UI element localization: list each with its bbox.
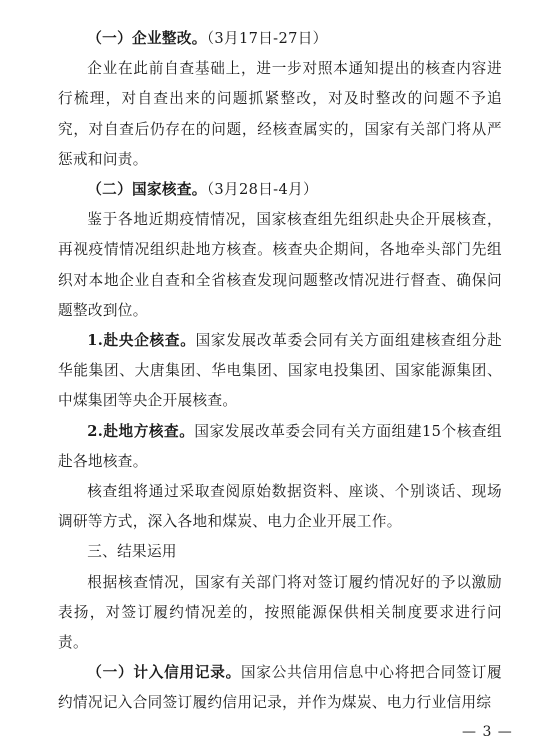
heading-date-range: （3月28日-4月） [206,181,318,199]
heading-lead: （二）国家核查。 [87,181,207,199]
heading-date-range: （3月17日-27日） [206,30,328,47]
item-local-verification [58,417,502,477]
item-lead: （一）计入信用记录。 [87,664,241,682]
paragraph-text: 鉴于各地近期疫情情况，国家核查组先组织赴央企开展核查，再视疫情情况组织赴地方核查。核查央企期间，各地牵头部门先组织对本地企业自查和全省核查发现问题整改情况进行督查、确保问题整改到位。 [58,211,502,319]
paragraph-national-verification [58,205,502,326]
paragraph-verification-methods [58,477,502,537]
item-text: 国家公共信用信息中心将把合同签订履约情况记入合同签订履约信用记录，并作为煤炭、电力行业信用综 [58,664,502,712]
section-heading-national-verification [58,175,502,205]
item-text: 国家发展改革委会同有关方面组建15个核查组赴各地核查。 [58,422,502,470]
heading-text: 三、结果运用 [87,543,177,561]
paragraph-enterprise-rectification [58,54,502,175]
paragraph-text: 核查组将通过采取查阅原始数据资料、座谈、个别谈话、现场调研等方式，深入各地和煤炭、电力企业开展工作。 [58,483,502,531]
paragraph-results-application [58,568,502,659]
paragraph-text: 企业在此前自查基础上，进一步对照本通知提出的核查内容进行梳理，对自查出来的问题抓紧整改，对及时整改的问题不予追究，对自查后仍存在的问题，经核查属实的，国家有关部门将从严惩戒和问责。 [58,60,502,168]
item-lead: 1.赴央企核查。 [87,332,196,350]
paragraph-text: 根据核查情况，国家有关部门将对签订履约情况好的予以激励表扬，对签订履约情况差的，按照能源保供相关制度要求进行问责。 [58,573,502,652]
item-credit-record [58,658,502,718]
document-body [58,24,502,719]
page-number: — 3 — [462,724,513,740]
item-text: 国家发展改革委会同有关方面组建核查组分赴华能集团、大唐集团、华电集团、国家电投集团、国家能源集团、中煤集团等央企开展核查。 [58,332,502,410]
section-heading-enterprise-rectification [58,24,502,54]
section-heading-results-application [58,537,502,567]
heading-lead: （一）企业整改。 [87,30,207,47]
item-lead: 2.赴地方核查。 [87,422,195,440]
item-central-enterprise-verification [58,326,502,417]
